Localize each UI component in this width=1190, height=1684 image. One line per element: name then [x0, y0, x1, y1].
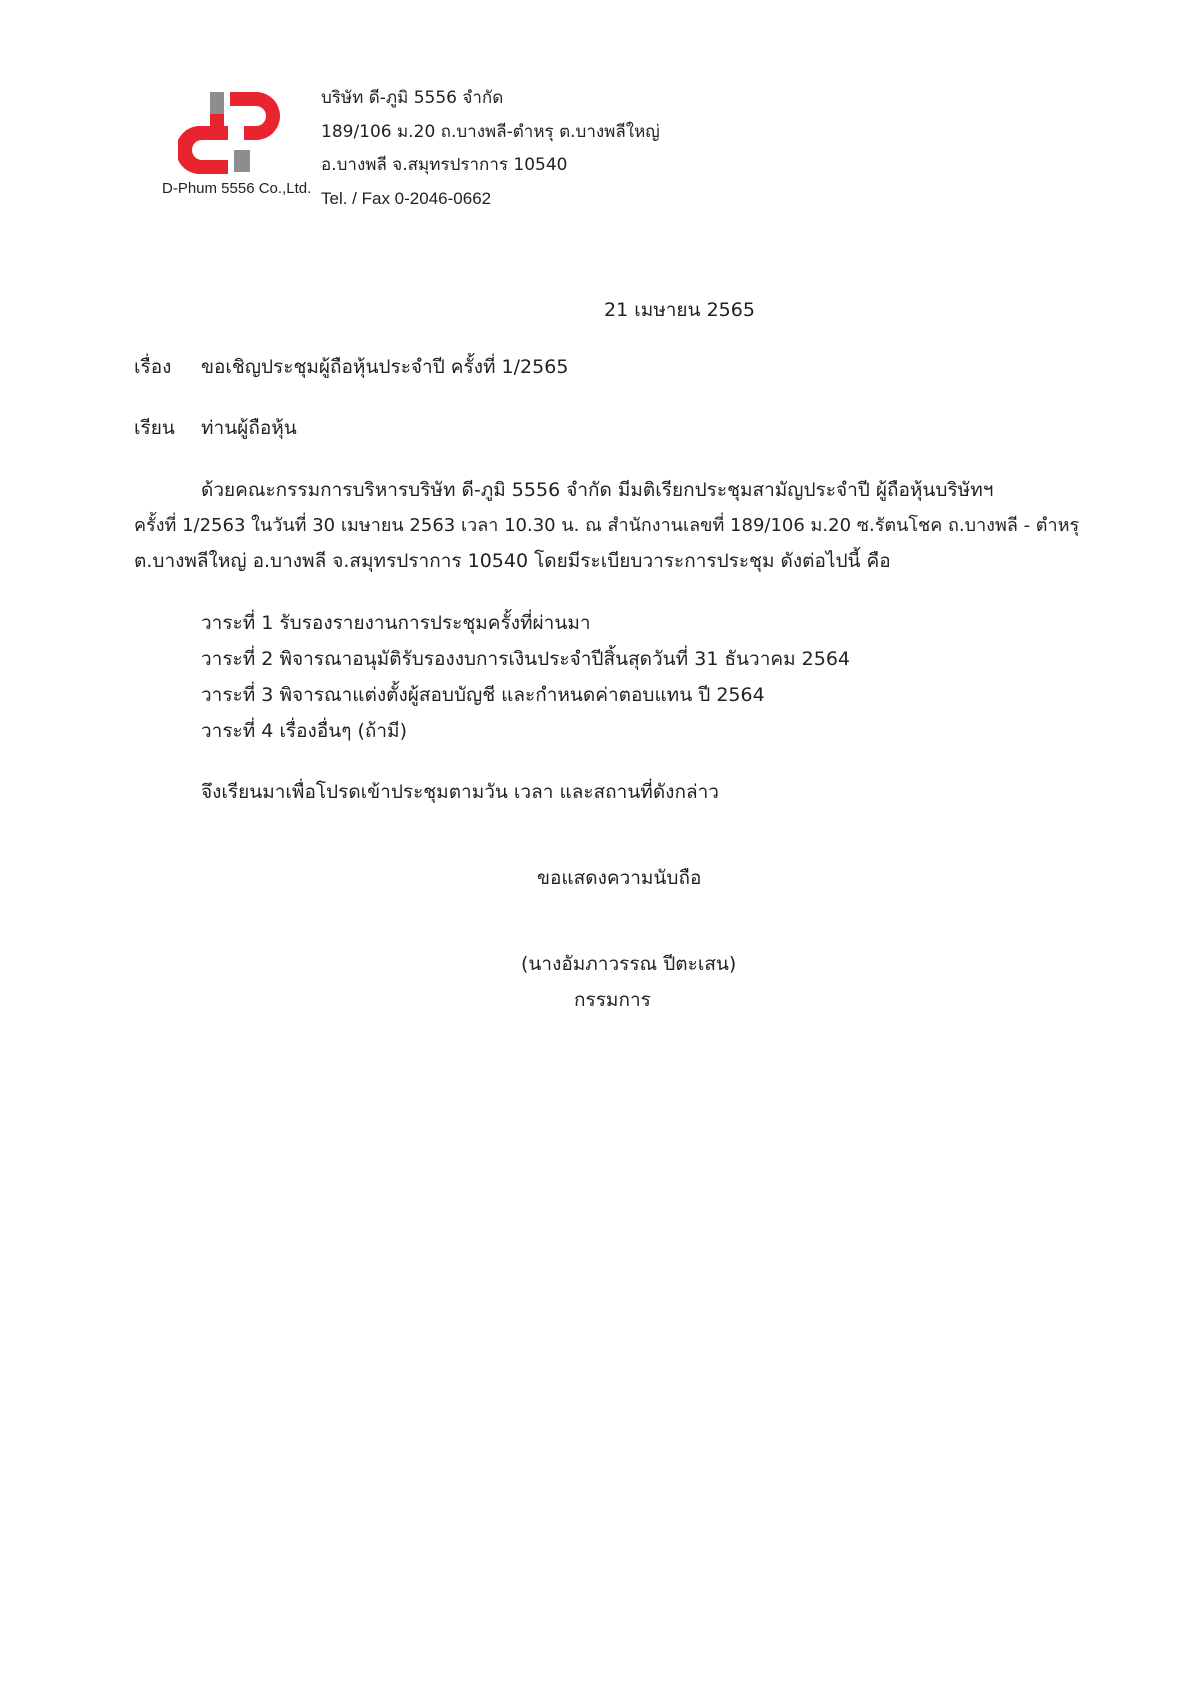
logo-caption: D-Phum 5556 Co.,Ltd. — [162, 180, 312, 197]
letter-date: 21 เมษายน 2565 — [604, 299, 755, 321]
recipient-label: เรียน — [134, 417, 175, 439]
agenda-item-3: วาระที่ 3 พิจารณาแต่งตั้งผู้สอบบัญชี และกำหนดค่าตอบแทน ปี 2564 — [201, 684, 765, 706]
company-logo — [148, 92, 318, 202]
subject-label: เรื่อง — [134, 356, 172, 378]
agenda-item-4: วาระที่ 4 เรื่องอื่นๆ (ถ้ามี) — [201, 720, 407, 742]
company-address-line1: 189/106 ม.20 ถ.บางพลี-ตำหรุ ต.บางพลีใหญ่ — [321, 122, 660, 142]
recipient-text: ท่านผู้ถือหุ้น — [201, 417, 297, 439]
agenda-item-2: วาระที่ 2 พิจารณาอนุมัติรับรองงบการเงินประจำปีสิ้นสุดวันที่ 31 ธันวาคม 2564 — [201, 648, 851, 670]
logo-mark-icon — [178, 92, 290, 174]
signer-title: กรรมการ — [574, 989, 651, 1011]
body-line-1: ด้วยคณะกรรมการบริหารบริษัท ดี-ภูมิ 5556 จำกัด มีมติเรียกประชุมสามัญประจำปี ผู้ถือหุ้นบริษัทฯ — [201, 479, 994, 501]
agenda-item-1: วาระที่ 1 รับรองรายงานการประชุมครั้งที่ผ่านมา — [201, 612, 591, 634]
company-phone: Tel. / Fax 0-2046-0662 — [321, 189, 492, 208]
body-line-2: ครั้งที่ 1/2563 ในวันที่ 30 เมษายน 2563 เวลา 10.30 น. ณ สำนักงานเลขที่ 189/106 ม.20 ซ.รัตนโชค ถ.บางพลี - ตำหรุ — [134, 515, 1080, 536]
signer-name: (นางอัมภาวรรณ ปีตะเสน) — [521, 953, 737, 975]
company-name: บริษัท ดี-ภูมิ 5556 จำกัด — [321, 88, 504, 108]
company-address-line2: อ.บางพลี จ.สมุทรปราการ 10540 — [321, 155, 568, 175]
body-line-3: ต.บางพลีใหญ่ อ.บางพลี จ.สมุทรปราการ 10540 โดยมีระเบียบวาระการประชุม ดังต่อไปนี้ คือ — [134, 550, 891, 572]
subject-text: ขอเชิญประชุมผู้ถือหุ้นประจำปี ครั้งที่ 1/2565 — [201, 356, 569, 378]
regards-text: ขอแสดงความนับถือ — [537, 867, 702, 889]
closing-text: จึงเรียนมาเพื่อโปรดเข้าประชุมตามวัน เวลา และสถานที่ดังกล่าว — [201, 781, 719, 803]
